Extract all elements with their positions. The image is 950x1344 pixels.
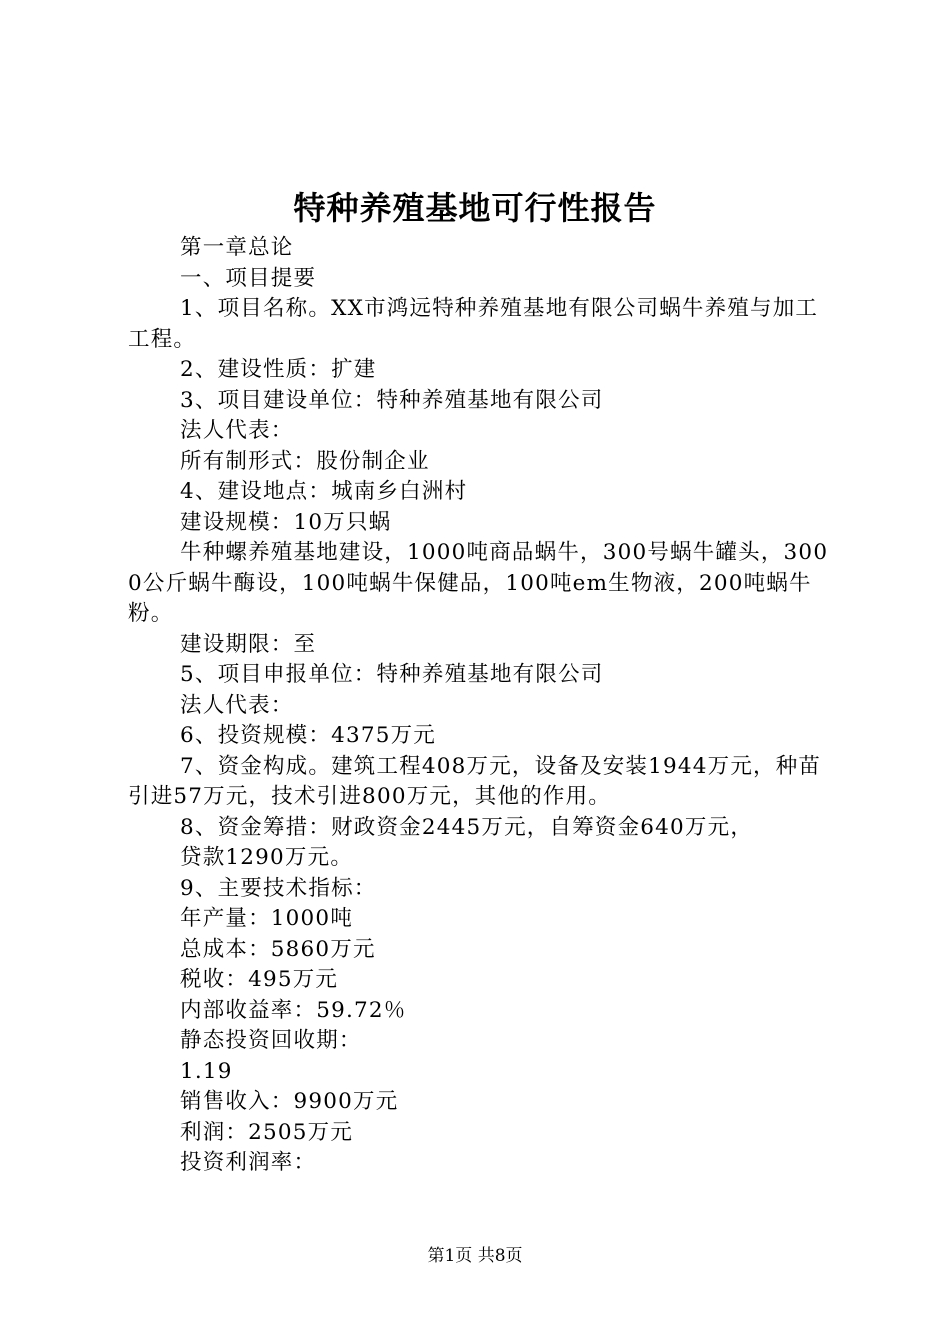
paragraph: 税收：495万元 xyxy=(180,967,339,992)
paragraph: 1.19 xyxy=(180,1058,233,1084)
chapter-heading: 第一章总论 xyxy=(180,235,294,260)
paragraph: 内部收益率：59.72％ xyxy=(180,997,407,1023)
paragraph: 7、资金构成。建筑工程408万元，设备及安装1944万元，种苗引进57万元，技术引进800万元，其他的作用。 xyxy=(128,753,822,809)
paragraph: 贷款1290万元。 xyxy=(180,845,354,870)
paragraph: 法人代表： xyxy=(180,418,294,443)
paragraph: 3、项目建设单位：特种养殖基地有限公司 xyxy=(180,387,604,413)
paragraph: 4、建设地点：城南乡白洲村 xyxy=(180,479,468,504)
paragraph: 1、项目名称。XX市鸿远特种养殖基地有限公司蜗牛养殖与加工工程。 xyxy=(128,296,819,352)
paragraph: 牛种螺养殖基地建设，1000吨商品蜗牛，300号蜗牛罐头，3000公斤蜗牛酶设，100吨蜗牛保健品，100吨em生物液，200吨蜗牛粉。 xyxy=(128,540,829,626)
paragraph: 建设期限：至 xyxy=(180,631,317,657)
paragraph: 利润：2505万元 xyxy=(180,1119,354,1145)
paragraph: 8、资金筹措：财政资金2445万元，自筹资金640万元， xyxy=(180,814,754,840)
page-footer: 第1页 共8页 xyxy=(427,1246,523,1266)
paragraph: 5、项目申报单位：特种养殖基地有限公司 xyxy=(180,662,604,687)
paragraph: 法人代表： xyxy=(180,692,294,718)
paragraph: 静态投资回收期： xyxy=(180,1028,362,1053)
paragraph: 6、投资规模：4375万元 xyxy=(180,723,436,748)
paragraph: 9、主要技术指标： xyxy=(180,875,377,901)
section-heading: 一、项目提要 xyxy=(180,265,317,291)
document-body xyxy=(128,233,838,1179)
paragraph: 建设规模：10万只蜗 xyxy=(180,509,392,535)
paragraph: 2、建设性质：扩建 xyxy=(180,357,377,382)
document-title: 特种养殖基地可行性报告 xyxy=(293,189,657,227)
paragraph: 年产量：1000吨 xyxy=(180,906,354,931)
paragraph: 投资利润率： xyxy=(180,1150,317,1175)
paragraph: 销售收入：9900万元 xyxy=(180,1089,399,1114)
paragraph: 总成本：5860万元 xyxy=(180,936,376,962)
paragraph: 所有制形式：股份制企业 xyxy=(180,448,430,474)
